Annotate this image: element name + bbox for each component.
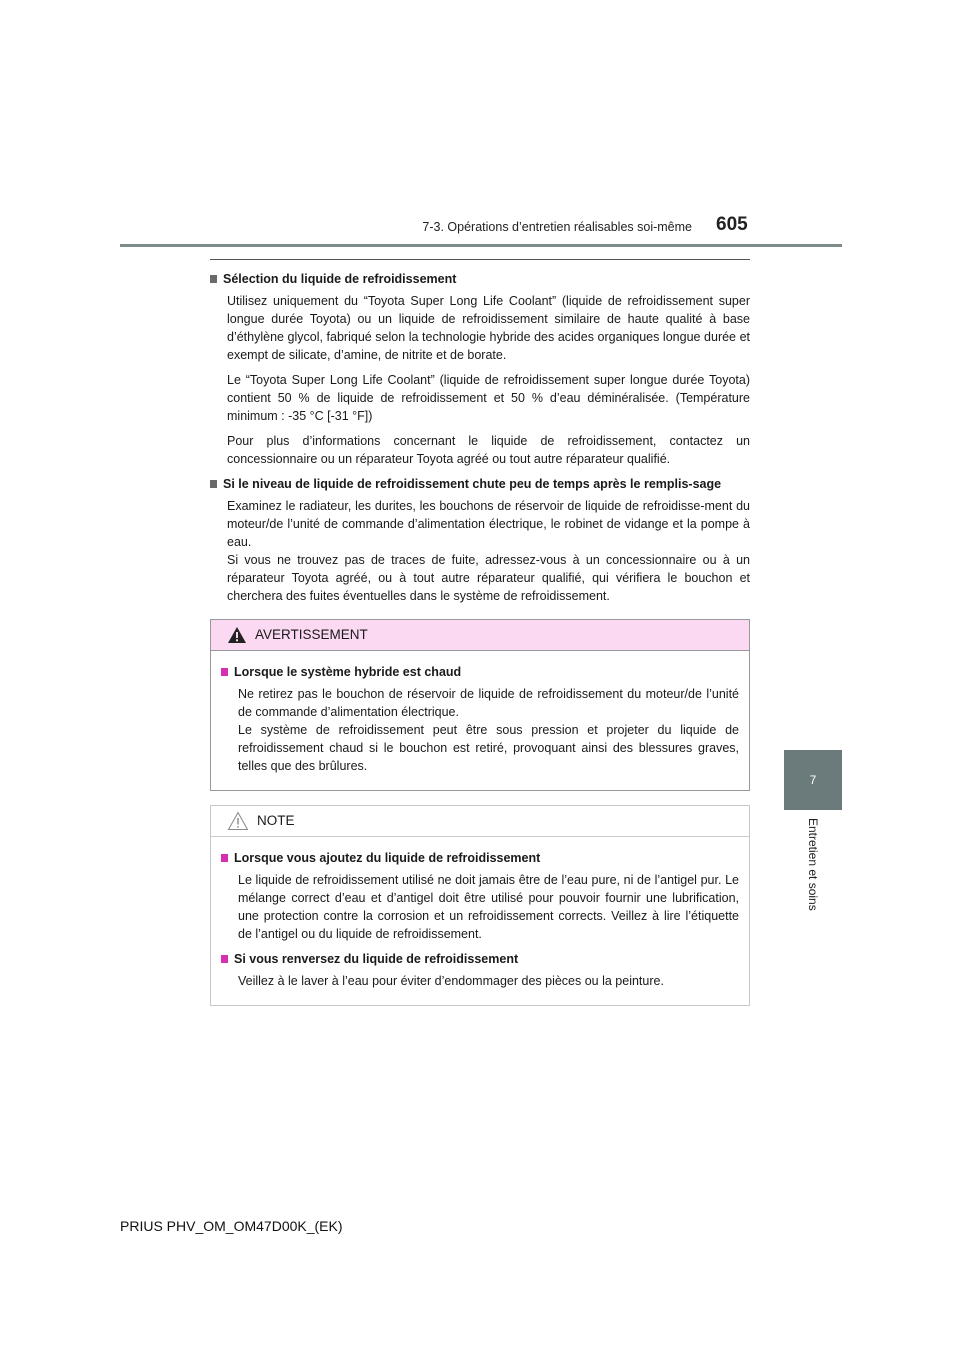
- section-heading: Si le niveau de liquide de refroidissement chute peu de temps après le remplis-sage: [210, 475, 750, 493]
- page-number: 605: [716, 214, 748, 235]
- warning-box-body: [211, 651, 749, 790]
- note-item-text: Le liquide de refroidissement utilisé ne doit jamais être de l’eau pure, ni de l’antigel pur. Le mélange correct d’eau et d’antigel doit être utilisé pour pouvoir fournir une lubrification, une protection contre la corrosion et un refroidissement corrects. Veillez à lire l’étiquette de l’antigel ou du liquide de refroidissement.: [238, 873, 739, 941]
- section-heading: Sélection du liquide de refroidissement: [210, 270, 750, 288]
- warning-heading: AVERTISSEMENT: [255, 627, 368, 642]
- chapter-number: 7: [809, 773, 817, 787]
- note-box: [210, 805, 750, 1006]
- note-item-title: Si vous renversez du liquide de refroidissement: [221, 950, 739, 968]
- square-bullet-icon: [210, 275, 217, 283]
- header-divider: [120, 244, 842, 247]
- chapter-tab: [784, 750, 842, 810]
- paragraph: Utilisez uniquement du “Toyota Super Long Life Coolant” (liquide de refroidissement super longue durée Toyota) ou un liquide de refroidissement similaire de haute qualité à base d’éthylène glycol, fabriqué selon la technologie hybride des acides organiques longue durée et exempt de silicate, d’amine, de nitrite et de borate.: [227, 294, 750, 362]
- paragraph: Pour plus d’informations concernant le liquide de refroidissement, contactez un concessionnaire ou un réparateur Toyota agréé ou tout autre réparateur qualifié.: [227, 434, 750, 466]
- note-box-body: [211, 837, 749, 1005]
- chapter-title: Entretien et soins: [806, 818, 820, 911]
- section-coolant-selection: [210, 270, 750, 468]
- warning-box-header: [211, 620, 749, 651]
- main-content: [210, 259, 750, 1006]
- document-code: PRIUS PHV_OM_OM47D00K_(EK): [120, 1218, 343, 1234]
- note-item-text: Veillez à le laver à l’eau pour éviter d’endommager des pièces ou la peinture.: [238, 974, 664, 988]
- warning-triangle-icon: [227, 626, 247, 644]
- note-item-title: Lorsque vous ajoutez du liquide de refroidissement: [221, 849, 739, 867]
- paragraph: Examinez le radiateur, les durites, les bouchons de réservoir de liquide de refroidisse-ment du moteur/de l’unité de commande d’alimentation électrique, le robinet de vidange et la pompe à eau. Si vous ne trouvez pas de traces de fuite, adressez-vous à un concessionnaire ou à un réparateur Toyota agréé, ou à tout autre réparateur qualifié, qui vérifiera le bouchon et cherchera des fuites éventuelles dans le système de refroidissement.: [227, 499, 750, 603]
- square-bullet-icon: [221, 668, 228, 676]
- square-bullet-icon: [221, 854, 228, 862]
- header-section-title: 7-3. Opérations d’entretien réalisables soi-même: [422, 220, 692, 234]
- warning-item-title: Lorsque le système hybride est chaud: [221, 663, 739, 681]
- square-bullet-icon: [221, 955, 228, 963]
- caution-outline-triangle-icon: [227, 811, 249, 831]
- square-bullet-icon: [210, 480, 217, 488]
- section-coolant-level-drop: [210, 475, 750, 605]
- warning-item-text: Ne retirez pas le bouchon de réservoir de liquide de refroidissement du moteur/de l’unité de commande d’alimentation électrique. Le système de refroidissement peut être sous pression et projeter du liquide de refroidissement chaud si le bouchon est retiré, provoquant ainsi des blessures graves, telles que des brûlures.: [238, 687, 739, 773]
- note-heading: NOTE: [257, 813, 295, 828]
- warning-box: [210, 619, 750, 791]
- chapter-label: [784, 818, 842, 938]
- note-box-header: [211, 806, 749, 837]
- paragraph: Le “Toyota Super Long Life Coolant” (liquide de refroidissement super longue durée Toyota) contient 50 % de liquide de refroidissement et 50 % d’eau déminéralisée. (Température minimum : -35 °C [-31 °F]): [227, 373, 750, 423]
